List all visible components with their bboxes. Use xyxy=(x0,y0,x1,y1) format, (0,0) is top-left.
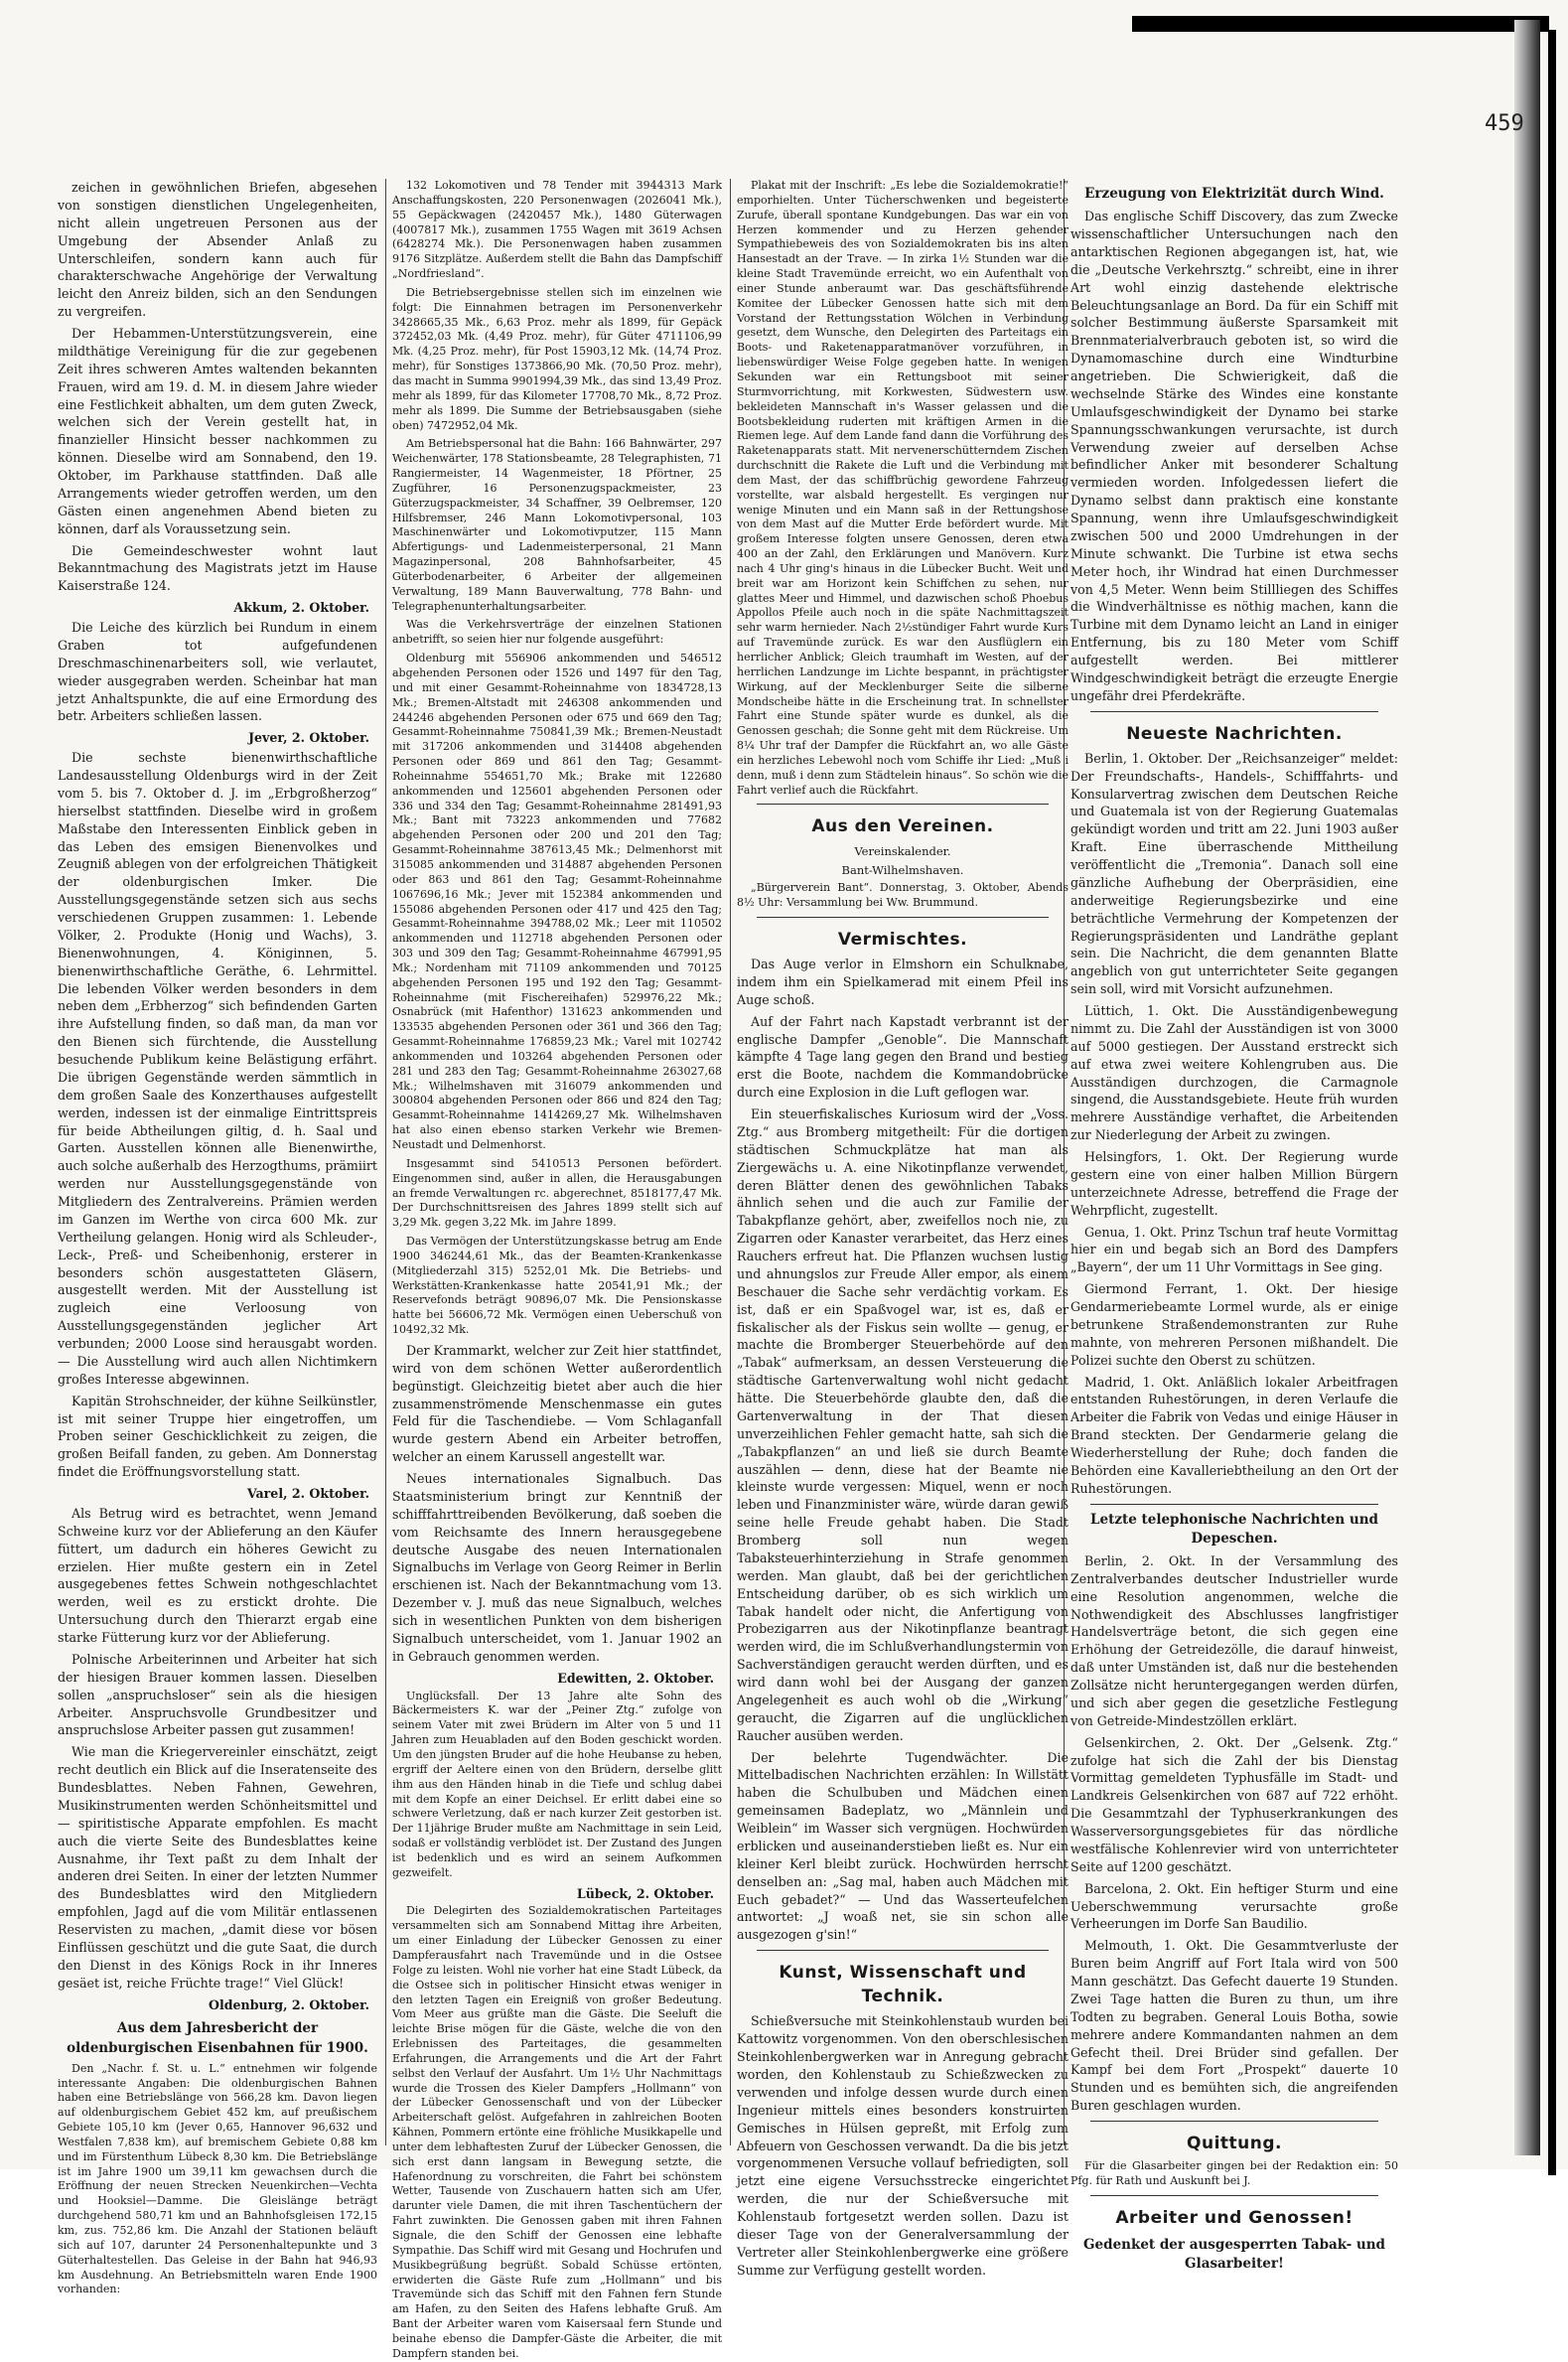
small-print-paragraph: Oldenburg mit 556906 ankommenden und 546512 abgehenden Personen oder 1526 und 1497 für den Tag, und mit einer Gesammt-Roheinnahme von 1834728,13 Mk.; Bremen-Altstadt mit 246308 ankommenden und 244246 abgehenden Personen oder 675 und 669 den Tag; Gesammt-Roheinnahme 750841,39 Mk.; Bremen-Neustadt mit 317206 ankommenden und 314408 abgehenden Personen oder 869 und 861 den Tag; Gesammt-Roheinnahme 554651,70 Mk.; Brake mit 122680 ankommenden und 125601 abgehenden Personen oder 336 und 334 den Tag; Gesammt-Roheinnahme 281491,93 Mk.; Bant mit 73223 ankommenden und 77682 abgehenden Personen oder 200 und 201 den Tag; Gesammt-Roheinnahme 387613,45 Mk.; Delmenhorst mit 315085 ankommenden und 314887 abgehenden Personen oder 863 und 861 den Tag; Gesammt-Roheinnahme 1067696,16 Mk.; Jever mit 152384 ankommenden und 155086 abgehenden Personen oder 417 und 425 den Tag; Gesammt-Roheinnahme 394788,02 Mk.; Leer mit 110502 ankommenden und 112718 abgehenden Personen oder 303 und 309 den Tag; Gesammt-Roheinnahme 467991,95 Mk.; Nordenham mit 71109 ankommenden und 70125 abgehenden Personen 195 und 192 den Tag; Gesammt-Roheinnahme (mit Fischereihafen) 529976,22 Mk.; Osnabrück (mit Hafenthor) 131623 ankommenden und 133535 abgehenden Personen oder 361 und 366 den Tag; Gesammt-Roheinnahme 176859,23 Mk.; Varel mit 102742 ankommenden und 103264 abgehenden Personen oder 281 und 283 den Tag; Gesammt-Roheinnahme 263027,68 Mk.; Wilhelmshaven mit 316079 ankommenden und 300804 abgehenden Personen oder 866 und 824 den Tag; Gesammt-Roheinnahme 1414269,27 Mk. Wilhelmshaven hat also einen ebenso starken Verkehr wie Bremen-Neustadt und Delmenhorst. xyxy=(392,652,722,1151)
small-print-paragraph: Die Delegirten des Sozialdemokratischen Parteitages versammelten sich am Sonnabend Mittag ihre Arbeiten, um einer Einladung der Lübecker Genossen zu einer Dampferausfahrt nach Travemünde und in die Ostsee Folge zu leisten. Wohl nie vorher hat eine Stadt Lübeck, da die Ostsee sich in politischer Hinsicht etwas weniger in den letzten Tagen ein Ereigniß von großer Bedeutung. Vom Meer aus grüßte man die Gäste. Die Seeluft die leichte Brise mögen für die Gäste, welche die von den Erlebnissen des Parteitages, die gesammelten Erfahrungen, die Arrangements und die Art der Fahrt selbst den Verlauf der Ausfahrt. Um 1½ Uhr Nachmittags wurde die Trossen des Kieler Dampfers „Hollmann“ von der Lübecker Genossenschaft und von der Lübecker Arbeiterschaft gelöst. Aufgefahren in zahlreichen Booten Kähnen, Pommern ertönte eine fröhliche Musikkapelle und unter dem lebhaftesten Zuruf der Lübecker Genossen, die sich erst dann langsam in Bewegung setzte, die Hafenordnung zu vorschreiten, die Fahrt bei schönstem Wetter, Tausende von Zuschauern hatten sich am Ufer, darunter viele Damen, die mit ihren Taschentüchern der Fahrt zuwinkten. Die Genossen gaben mit ihren Fahnen Signale, die den Schiff der Genossen eine lebhafte Sympathie. Das Schiff wird mit Gesang und Hochrufen und Musikbegrüßung begrüßt. Sobald Schüsse ertönten, erwiderten die Gäste Rufe zum „Hollmann“ und bis Travemünde sich das Schiff mit den Fahnen fern Stunde am Hafen, zu den Seiten des Hafens lebhafte Gruß. Am Bant der Arbeiter waren vom Kaisersaal fern Stunde und beinahe ebenso die Dampfer-Gäste die Arbeiter, die mit Dampfern standen bei. xyxy=(392,1904,722,2360)
article-paragraph: Wie man die Kriegervereinler einschätzt, zeigt recht deutlich ein Blick auf die Inseratenseite des Bundesblattes. Neben Fahnen, Gewehren, Musikinstrumenten werden Schönheitsmittel und — spiritistische Apparate empfohlen. Es macht auch die vierte Seite des Bundesblattes keine Ausnahme, ihr Text paßt zu dem Inhalt der anderen drei Seiten. In einer der letzten Nummer des Bundesblattes wird den Mitgliedern empfohlen, Jagd auf die vom Militär entlassenen Reservisten zu machen, „damit diese vor bösen Einflüssen geschützt und die gute Saat, die durch den Dienst in des Königs Rock in ihr Inneres gesäet ist, reiche Früchte trage!“ Viel Glück! xyxy=(58,1744,377,1991)
top-border xyxy=(1132,16,1549,32)
article-paragraph: Berlin, 2. Okt. In der Versammlung des Zentralverbandes deutscher Industrieller wurde eine Resolution angenommen, welche die Nothwendigkeit des Abschlusses langfristiger Handelsverträge betont, die sich gegen eine Erhöhung der Getreidezölle, die darauf hinweist, daß unter Umständen ist, daß nur die bestehenden Zollsätze nicht heruntergegangen werden dürfen, und sich aber gegen die gesetzliche Festlegung von Getreide-Mindestzöllen erklärt. xyxy=(1070,1552,1398,1728)
column-rule xyxy=(385,179,386,2145)
article-paragraph: zeichen in gewöhnlichen Briefen, abgesehen von sonstigen dienstlichen Ungelegenheiten, nicht allein ungetreuen Personen aus der Umgebung der Absender Anlaß zu Unterschleifen, sondern kann auch für charakterschwache Angehörige der Verwaltung leicht den Anreiz bilden, sich an den Sendungen zu vergreifen. xyxy=(58,180,377,320)
section-heading: Kunst, Wissenschaft und Technik. xyxy=(779,1963,1027,2007)
small-print-paragraph: Den „Nachr. f. St. u. L.“ entnehmen wir folgende interessante Angaben: Die oldenburgischen Bahnen haben eine Betriebslänge von 566,28 km. Davon liegen auf oldenburgischem Gebiet 452 km, auf preußischem Gebiete 105,10 km (Jever 0,65, Hannover 96,632 und Westfalen 7,838 km), auf bremischem Gebiete 0,88 km und im Fürstenthum Lübeck 8,30 km. Die Betriebslänge ist im Jahre 1900 um 39,11 km gewachsen durch die Eröffnung der neuen Strecken Neuenkirchen—Vechta und Hooksiel—Damme. Die Gleislänge beträgt durchgehend 580,71 km und an Bahnhofsgleisen 172,15 km, zus. 752,86 km. Die Anzahl der Stationen beläuft sich auf 107, darunter 24 Personenhaltepunkte und 3 Güterhaltestellen. Das Geleise in der Bahn hat 946,93 km Ausdehnung. An Betriebsmitteln waren Ende 1900 vorhanden: xyxy=(58,2061,377,2296)
column-1 xyxy=(58,179,377,2296)
section-heading: Quittung. xyxy=(1187,2134,1282,2154)
article-paragraph: Helsingfors, 1. Okt. Der Regierung wurde gestern eine von einer halben Million Bürgern unterzeichnete Adresse, betreffend die Frage der Wehrpflicht, zugestellt. xyxy=(1070,1149,1398,1218)
binding-shadow xyxy=(1514,20,1540,2155)
article-paragraph: Neues internationales Signalbuch. Das Staatsministerium bringt zur Kenntniß der schifffahrttreibenden Bevölkerung, daß soeben die vom Reichsamte des Innern herausgegebene deutsche Ausgabe des neuen Internationalen Signalbuchs im Verlage von Georg Reimer in Berlin erschienen ist. Nach der Bekanntmachung vom 13. Dezember v. J. muß das neue Signalbuch, welches sich in wesentlichen Punkten von dem bisherigen Signalbuch unterscheidet, vom 1. Januar 1902 an in Gebrauch genommen werden. xyxy=(392,1471,722,1664)
section-rule xyxy=(757,917,1049,918)
article-paragraph: Gelsenkirchen, 2. Okt. Der „Gelsenk. Ztg.“ zufolge hat sich die Zahl der bis Dienstag Vormittag gemeldeten Typhusfälle im Stadt- und Landkreis Gelsenkirchen von 687 auf 722 erhöht. Die Gesammtzahl der Typhuserkrankungen des Wasserversorgungsgebietes für das nördliche westfälische Kohlenrevier wird von unterrichteter Seite auf 1200 geschätzt. xyxy=(1070,1734,1398,1874)
section-subheading: Bant-Wilhelmshaven. xyxy=(841,862,964,877)
small-print-paragraph: Die Betriebsergebnisse stellen sich im einzelnen wie folgt: Die Einnahmen betragen im Personenverkehr 3428665,35 Mk., 6,63 Proz. mehr als 1899, für Gepäck 372452,03 Mk. (4,49 Proz. mehr), für Güter 4711106,99 Mk. (4,25 Proz. mehr), für Post 15903,12 Mk. (14,74 Proz. mehr), für Sonstiges 1373866,90 Mk. (70,50 Proz. mehr), das macht in Summa 9901994,39 Mk., das sind 13,49 Proz. mehr als 1899, für das Kilometer 17708,70 Mk., 8,72 Proz. mehr als 1899. Die Summe der Betriebsausgaben (siehe oben) 7472952,04 Mk. xyxy=(392,285,723,432)
article-paragraph: Ein steuerfiskalisches Kuriosum wird der „Voss. Ztg.“ aus Bromberg mitgetheilt: Für die dortigen städtischen Schmuckplätze hat man als Ziergewächs u. A. eine Nikotinpflanze verwendet, deren Blätter denen des gewöhnlichen Tabaks ähnlich sehen und die auch zur Familie der Tabakpflanze gehört, aber, zweifellos noch nie, zu Zigarren oder Kanaster verarbeitet, das Herz eines Rauchers erfreut hat. Die Pflanzen wuchsen lustig und ahnungslos zur Freude Aller empor, als einem Beschauer die Sache sehr verdächtig vorkam. Es ist, daß er ein Spaßvogel war, ist es, daß er fiskalischer als der Fiskus sein wollte — genug, er machte die Bromberger Steuerbehörde auf den „Tabak“ aufmerksam, an dessen Versteuerung die städtische Gartenverwaltung wohl nicht gedacht hätte. Die Steuerbehörde glaubte den, daß die Gartenverwaltung in der That diesen unverzeihlichen Fehler gemacht hatte, sah sich die „Tabakpflanzen“ an und ließ sie durch Beamte auszählen — denn, diese hat der Beamte nie kleinste wurde vergessen: Miquel, wenn er noch leben und Finanzminister wäre, würde daran gewiß seine helle Freude gehabt haben. Die Stadt Bromberg soll nun wegen Tabaksteuerhinterziehung in Strafe genommen werden. Man glaubt, daß bei der gerichtlichen Entscheidung darüber, ob es sich wirklich um Tabak handelt oder nicht, die Anfertigung von Probezigarren aus der Nikotinpflanze beantragt werden wird, die im Schlußverhandlungstermin von Sachverständigen geraucht werden dürften, und es wird dann wohl bei der Ausgang der ganzen Angelegenheit es auch wohl ob die „Wirkung“ geraucht, die Zigarren auf die unglücklichen Raucher ausüben werden. xyxy=(737,1107,1069,1743)
article-paragraph: Der belehrte Tugendwächter. Die Mittelbadischen Nachrichten erzählen: In Willstätt haben die Schulbuben und Mädchen einen gemeinsamen Badeplatz, wo „Männlein und Weiblein“ im Wasser sich vergnügen. Hochwürden erblicken und auseinanderstieben ließt es. Nur ein kleiner Kerl bleibt zurück. Hochwürden herrscht denselben an: „Sag mal, haben auch Mädchen mit Euch gebadet?“ — Und das Wasserteufelchen antwortet: „J woaß net, sie sin schon alle ausgezogen g'sin!“ xyxy=(737,1749,1069,1943)
section-rule xyxy=(757,1950,1049,1951)
dateline: Varel, 2. Oktober. xyxy=(246,1486,369,1501)
dateline: Oldenburg, 2. Oktober. xyxy=(208,1996,369,2012)
column-rule xyxy=(730,179,731,2145)
dateline: Jever, 2. Oktober. xyxy=(248,730,369,746)
small-print-paragraph: Insgesammt sind 5410513 Personen befördert. Eingenommen sind, außer in allen, die Herausgabungen an fremde Verwaltungen rc. abgerechnet, 8518177,47 Mk. Der Durchschnittsreisen des Jahres 1899 stellt sich auf 3,29 Mk. gegen 3,22 Mk. im Jahre 1899. xyxy=(392,1156,722,1230)
section-rule xyxy=(757,804,1049,805)
article-paragraph: Das Auge verlor in Elmshorn ein Schulknabe, indem ihm ein Spielkamerad mit einem Pfeil ins Auge schoß. xyxy=(737,957,1069,1007)
article-paragraph: Polnische Arbeiterinnen und Arbeiter hat sich der hiesigen Brauer kommen lassen. Dieselben sollen „anspruchsloser“ sein als die hiesigen Arbeiter. Anspruchsvolle Grundbesitzer und anspruchslose Arbeiter passen gut zusammen! xyxy=(58,1651,377,1738)
article-paragraph: Die Leiche des kürzlich bei Rundum in einem Graben tot aufgefundenen Dreschmaschinenarbeiters soll, wie verlautet, wieder ausgegraben werden. Scheinbar hat man jetzt Anhaltspunkte, die auf eine Ermordung des betr. Arbeiters schließen lassen. xyxy=(58,620,377,724)
article-paragraph: Als Betrug wird es betrachtet, wenn Jemand Schweine kurz vor der Ablieferung an den Käufer füttert, um dadurch ein höheres Gewicht zu erzielen. Hier mußte gestern ein in Zetel ausgegebenes fettes Schwein nothgeschlachtet werden, weil es zu erstickt drohte. Die Untersuchung durch den Thierarzt ergab eine starke Fütterung kurz vor der Ablieferung. xyxy=(58,1505,377,1645)
small-print-paragraph: Plakat mit der Inschrift: „Es lebe die Sozialdemokratie!“ emporhielten. Unter Tücherschwenken und begeisterte Zurufe, überall spontane Kundgebungen. Das war ein von Herzen kommender und zu Herzen gehender Sympathiebeweis des von Sozialdemokraten bis ins alten Hansestadt an der Trave. — In zirka 1½ Stunden war die kleine Stadt Travemünde erreicht, wo ein Aufenthalt von einer Stunde anberaumt war. Das geschäftsführende Komitee der Lübecker Genossen hatte sich mit dem Vorstand der Rettungsstation Wölchen in Verbindung gesetzt, dem Wunsche, den Delegirten des Parteitags ein Boots- und Raketenapparatmanöver vorzuführen, in liebenswürdiger Weise Folge gegeben hatte. In wenigen Sekunden war ein Rettungsboot mit seiner Sturmvorrichtung, mit Korkwesten, Südwestern usw. bekleideten Mannschaft in's Wasser gelassen und die Bootsbekleidung ruderten mit kräftigen Armen in die Riemen lege. Auf dem Lande fand dann die Vorführung des Raketenapparats statt. Mit nervenerschütterndem Zischen durchschnitt die Rakete die Luft und die Verbindung mit dem Mast, der das schiffbrüchig gewordene Fahrzeug vorstellte, war alsbald hergestellt. Es vergingen nur wenige Minuten und ein Mann saß in der Rettungshose von dem Mast auf die Mutter Erde befördert wurde. Mit großem Interesse folgten unsere Genossen, deren etwa 400 an der Zahl, den Erklärungen und Manövern. Kurz nach 4 Uhr ging's hinaus in die Lübecker Bucht. Weit und breit war am Horizont kein Schiffchen zu sehen, nur glattes Meer und Himmel, und dazwischen schoß Phoebus Appollos Pfeile auch noch in die späte Nachmittagszeit sehr warm hernieder. Nach 2½stündiger Fahrt wurde Kurs auf Travemünde zurück. Es war den Ausflüglern ein herrlicher Anblick; Gleich traumhaft im Westen, auf der herrlichen Landzunge im Lichte bespannt, in prächtigster Wirkung, auf der Mecklenburger Seite die silberne Mondscheibe hätte in die Erscheinung trat. In schnellster Fahrt eine Stunde später wurde es dunkel, als die Genossen geschah; die Sonne geht mit dem Rückreise. Um 8¼ Uhr traf der Dampfer die Rückfahrt an, wo alle Gäste ein herzliches Lebewohl noch vom Schiffe ihr Lied: „Muß i denn, muß i denn zum Städtelein hinaus“. So schön wie die Fahrt verlief auch die Rückfahrt. xyxy=(737,179,1069,797)
section-rule xyxy=(1090,711,1378,712)
article-paragraph: Kapitän Strohschneider, der kühne Seilkünstler, ist mit seiner Truppe hier eingetroffen, um Proben seiner Geschicklichkeit zu zeigen, die großen Beifall fanden, zu geben. Am Donnerstag findet die Eröffnungsvorstellung statt. xyxy=(58,1393,377,1480)
section-rule xyxy=(1090,2195,1378,2196)
section-rule xyxy=(1090,1504,1378,1505)
section-subheading: Vereinskalender. xyxy=(854,843,951,858)
column-2 xyxy=(392,179,723,2360)
article-paragraph: Berlin, 1. Oktober. Der „Reichsanzeiger“ meldet: Der Freundschafts-, Handels-, Schifffahrts- und Konsularvertrag zwischen dem Deutschen Reiche und Guatemala ist von der Regierung Guatemalas gekündigt worden und tritt am 22. Juni 1903 außer Kraft. Eine überraschende Mittheilung veröffentlicht die „Tremonia“. Danach soll eine gänzliche Aufhebung der Oberpräsidien, eine anderweitige Regierungsbezirke und eine beträchtliche Vermehrung der Kompetenzen der Regierungspräsidenten und Landräthe geplant sein. Die Nachricht, die dem genannten Blatte angeblich von gut unterrichteter Seite gegangen sein soll, wird mit Vorsicht aufzunehmen. xyxy=(1070,750,1398,997)
section-heading: Arbeiter und Genossen! xyxy=(1115,2207,1354,2228)
article-paragraph: Lüttich, 1. Okt. Die Ausständigenbewegung nimmt zu. Die Zahl der Ausständigen ist von 3000 auf 5000 gestiegen. Der Ausstand erstreckt sich auf etwa zwei weitere Kohlengruben aus. Die Ausständigen durchzogen, die Carmagnole singend, die Ausstandsgebiete. Heute früh wurden mehrere Ausständige verhaftet, die Arbeitenden zur Niederlegung der Arbeit zu zwingen. xyxy=(1070,1003,1398,1143)
article-paragraph: Der Hebammen-Unterstützungsverein, eine mildthätige Vereinigung für die zur gegebenen Zeit ihres schweren Amtes waltenden bekannten Frauen, wird am 19. d. M. in diesem Jahre wieder eine Festlichkeit abhalten, um dem guten Zweck, welchen sich der Verein gestellt hat, in finanzieller Hinsicht besser nachkommen zu können. Dieselbe wird am Sonnabend, den 19. Oktober, im Parkhause stattfinden. Daß alle Arrangements wieder getroffen werden, um den Gästen einen angenehmen Abend bieten zu können, darf als Voraussetzung sein. xyxy=(58,326,377,536)
page-number: 459 xyxy=(1485,111,1524,136)
small-print-paragraph: Das Vermögen der Unterstützungskasse betrug am Ende 1900 346244,61 Mk., das der Beamten-Krankenkasse (Mitgliederzahl 315) 5252,01 Mk. Die Betriebs- und Werkstätten-Krankenkasse hatte 20541,91 Mk.; der Reservefonds beträgt 90896,07 Mk. Die Pensionskasse hatte bei 56606,72 Mk. Vermögen einen Ueberschuß von 10492,32 Mk. xyxy=(392,1235,723,1337)
section-heading: Neueste Nachrichten. xyxy=(1126,723,1343,744)
article-paragraph: Barcelona, 2. Okt. Ein heftiger Sturm und eine Ueberschwemmung verursachte große Verheerungen im Dorfe San Baudilio. xyxy=(1070,1880,1398,1932)
small-print-paragraph: Für die Glasarbeiter gingen bei der Redaktion ein: 50 Pfg. für Rath und Auskunft bei J. xyxy=(1070,2159,1398,2188)
article-paragraph: Die sechste bienenwirthschaftliche Landesausstellung Oldenburgs wird in der Zeit vom 5. bis 7. Oktober d. J. im „Erbgroßherzog“ hierselbst stattfinden. Dieselbe wird in großem Maßstabe den Interessenten Einblick geben in das Leben des emsigen Bienenvolkes und Zeugniß ablegen von der erfolgreichen Thätigkeit der oldenburgischen Imker. Die Ausstellungsgegenstände setzen sich aus sechs verschiedenen Gruppen zusammen: 1. Lebende Völker, 2. Produkte (Honig und Wachs), 3. Bienenwohnungen, 4. Königinnen, 5. bienenwirthschaftliche Geräthe, 6. Lehrmittel. Die lebenden Völker werden besonders in dem neben dem „Erbherzog“ sich befindenden Garten ihre Aufstellung finden, so daß man, da man vor den Bienen sich fürchtende, die Ausstellung besuchende Publikum keine Belästigung erfährt. Die übrigen Gegenstände werden sämmtlich in dem großen Saale des Konzerthauses aufgestellt werden, indessen ist der einmalige Eintrittspreis für beide Abtheilungen giltig, d. h. Saal und Garten. Ausstellen können alle Bienenwirthe, auch solche außerhalb des Herzogthums, prämiirt werden nur Ausstellungsgegenstände von Mitgliedern des Zentralvereins. Prämien werden im Ganzen im Werthe von circa 600 Mk. zur Vertheilung gelangen. Honig wird als Schleuder-, Leck-, Preß- und Scheibenhonig, ersterer in besonders schön ausgestatteten Gläsern, ausgestellt werden. Mit der Ausstellung ist zugleich eine Verloosung von Ausstellungsgegenständen jeglicher Art verbunden; 2000 Loose sind herausgabt worden. — Die Ausstellung wird auch allen Nichtimkern großes Interesse abgewinnen. xyxy=(58,750,377,1387)
article-heading: Erzeugung von Elektrizität durch Wind. xyxy=(1084,186,1384,202)
section-heading: Vermischtes. xyxy=(837,929,968,950)
article-paragraph: Das englische Schiff Discovery, das zum Zwecke wissenschaftlicher Untersuchungen nach den antarktischen Regionen abgegangen ist, hat, wie die „Deutsche Verkehrsztg.“ schreibt, eine in ihrer Art wohl einzig dastehende elektrische Beleuchtungsanlage an Bord. Da für ein Schiff mit solcher Bestimmung äußerste Sparsamkeit mit Brennmaterialverbrauch geboten ist, so wird die Dynamomaschine durch eine Windturbine angetrieben. Die Schwierigkeit, daß die wechselnde Stärke des Windes eine konstante Umlaufsgeschwindigkeit der Dynamo bei starke Spannungsschwankungen verursachte, ist durch Verwendung zweier auf derselben Achse befindlicher Anker mit besonderer Schaltung vermieden worden. Infolgedessen liefert die Dynamo selbst dann praktisch eine konstante Spannung, wenn ihre Umlaufsgeschwindigkeit zwischen 500 und 2000 Umdrehungen in der Minute schwankt. Die Turbine ist etwa sechs Meter hoch, ihr Windrad hat einen Durchmesser von 4,5 Meter. Wenn beim Stillliegen des Schiffes die Windverhältnisse es nöthig machen, kann die Turbine mit dem Dynamo leicht an Land in einiger Entfernung, bis zu 180 Meter vom Schiff aufgestellt werden. Bei mittlerer Windgeschwindigkeit beträgt die erzeugte Energie ungefähr drei Pferdekräfte. xyxy=(1070,209,1398,703)
small-print-paragraph: Am Betriebspersonal hat die Bahn: 166 Bahnwärter, 297 Weichenwärter, 178 Stationsbeamte, 28 Telegraphisten, 71 Rangiermeister, 14 Wagenmeister, 18 Pförtner, 25 Zugführer, 16 Personenzugspackmeister, 23 Güterzugspackmeister, 34 Schaffner, 39 Oelbremser, 120 Hilfsbremser, 246 Mann Lokomotivpersonal, 103 Maschinenwärter und Lokomotivputzer, 115 Mann Abfertigungs- und Ladenmeisterpersonal, 21 Mann Magazinpersonal, 208 Bahnhofsarbeiter, 45 Güterbodenarbeiter, 6 Arbeiter der allgemeinen Verwaltung, 189 Mann Bauverwaltung, 778 Bahn- und Telegraphenunterhaltungsarbeiter. xyxy=(392,437,722,613)
right-border xyxy=(1548,30,1556,2175)
small-print-paragraph: 132 Lokomotiven und 78 Tender mit 3944313 Mark Anschaffungskosten, 220 Personenwagen (2026041 Mk.), 55 Gepäckwagen (2420457 Mk.), 1480 Güterwagen (4007817 Mk.), zusammen 1755 Wagen mit 3619 Achsen (6428274 Mk.). Die Personenwagen haben zusammen 9176 Sitzplätze. Außerdem stellt die Bahn das Dampfschiff „Nordfriesland“. xyxy=(392,179,722,281)
article-paragraph: Der Krammarkt, welcher zur Zeit hier stattfindet, wird von dem schönen Wetter außerordentlich begünstigt. Gleichzeitig bietet aber auch die hier zusammenströmende Menschenmasse ein gutes Feld für die Taschendiebe. — Vom Schlaganfall wurde gestern Abend ein Arbeiter betroffen, welcher an einem Karussell angestellt war. xyxy=(392,1342,722,1465)
small-print-paragraph: „Bürgerverein Bant“. Donnerstag, 3. Oktober, Abends 8½ Uhr: Versammlung bei Ww. Brummund. xyxy=(737,881,1069,910)
article-heading: Aus dem Jahresbericht der oldenburgischen Eisenbahnen für 1900. xyxy=(67,2020,368,2056)
dateline: Edewitten, 2. Oktober. xyxy=(557,1670,714,1686)
article-heading: Gedenket der ausgesperrten Tabak- und Glasarbeiter! xyxy=(1083,2237,1385,2273)
section-heading: Aus den Vereinen. xyxy=(811,816,994,837)
article-paragraph: Giermond Ferrant, 1. Okt. Der hiesige Gendarmeriebeamte Lormel wurde, als er einige betrunkene Straßendemonstranten zur Ruhe mahnte, von mehreren Personen mißhandelt. Die Polizei suchte den Oberst zu schützen. xyxy=(1070,1281,1398,1368)
section-rule xyxy=(1090,2121,1378,2122)
article-paragraph: Melmouth, 1. Okt. Die Gesammtverluste der Buren beim Angriff auf Fort Itala wird von 500 Mann geschätzt. Das Gefecht dauerte 19 Stunden. Zwei Tage hatten die Buren zu thun, um ihre Todten zu begraben. General Louis Botha, sowie mehrere andere Kommandanten nahmen an dem Gefecht theil. Drei Brüder sind gefallen. Der Kampf bei dem Fort „Prospekt“ dauerte 10 Stunden und es bemühten sich, die angreifenden Buren geschlagen wurden. xyxy=(1070,1938,1398,2114)
article-heading: Letzte telephonische Nachrichten und Depeschen. xyxy=(1090,1511,1378,1547)
dateline: Lübeck, 2. Oktober. xyxy=(576,1885,714,1901)
article-paragraph: Genua, 1. Okt. Prinz Tschun traf heute Vormittag hier ein und begab sich an Bord des Dampfers „Bayern“, der um 11 Uhr Vormittags in See ging. xyxy=(1070,1224,1398,1275)
column-3 xyxy=(737,179,1069,2278)
small-print-paragraph: Was die Verkehrsverträge der einzelnen Stationen anbetrifft, so seien hier nur folgende ausgeführt: xyxy=(392,618,722,647)
article-paragraph: Madrid, 1. Okt. Anläßlich lokaler Arbeitfragen entstanden Ruhestörungen, in deren Verlaufe die Arbeiter die Fabrik von Vedas und einige Häuser in Brand steckten. Der Gendarmerie gelang die Wiederherstellung der Ruhe; doch fanden die Behörden eine Kavalleriebtheilung an den Ort der Ruhestörungen. xyxy=(1070,1374,1398,1496)
dateline: Akkum, 2. Oktober. xyxy=(233,600,369,616)
column-4 xyxy=(1070,179,1398,2273)
article-paragraph: Auf der Fahrt nach Kapstadt verbrannt ist der englische Dampfer „Genoble“. Die Mannschaft kämpfte 4 Tage lang gegen den Brand und bestieg erst die Boote, nachdem die Kommandobrücke durch eine Explosion in die Luft geflogen war. xyxy=(737,1013,1069,1101)
article-paragraph: Die Gemeindeschwester wohnt laut Bekanntmachung des Magistrats jetzt im Hause Kaiserstraße 124. xyxy=(58,542,377,594)
article-paragraph: Schießversuche mit Steinkohlenstaub wurden bei Kattowitz vorgenommen. Von den oberschlesischen Steinkohlenbergwerken war in Anregung gebracht worden, den Kohlenstaub zu Schießzwecken zu verwenden und infolge dessen wurde durch einen Ingenieur mittels eines besonders konstruirten Gemisches in Hülsen gepreßt, mit Erfolg zum Abfeuern von Geschossen verwandt. Da die bis jetzt vorgenommenen Versuche vollauf befriedigten, soll jetzt eine eigene Versuchsstrecke eingerichtet werden, die nur der Schießversuche mit Kohlenstaub fortgesetzt werden sollen. Dazu ist dieser Tage von der Generalversammlung der Vertreter aller Steinkohlenbergwerke eine größere Summe zur Verfügung gestellt worden. xyxy=(737,2013,1069,2278)
small-print-paragraph: Unglücksfall. Der 13 Jahre alte Sohn des Bäckermeisters K. war der „Peiner Ztg.“ zufolge von seinem Vater mit zwei Brüdern im Alter von 5 und 11 Jahren zum Heuabladen auf den Boden geschickt worden. Um den jüngsten Bruder auf die hohe Heubanse zu heben, ergriff der Aeltere einen von den Brüdern, derselbe glitt ihm aus den Händen hinab in die Tiefe und schlug dabei mit dem Kopfe an einer Deichsel. Er erlitt dabei eine so schwere Verletzung, daß er nach kurzer Zeit gestorben ist. Der 11jährige Bruder mußte am Nachmittage in sein Leid, sodaß er vollständig verblödet ist. Der Zustand des Jungen ist bedenklich und es wird an seinem Aufkommen gezweifelt. xyxy=(392,1689,722,1879)
